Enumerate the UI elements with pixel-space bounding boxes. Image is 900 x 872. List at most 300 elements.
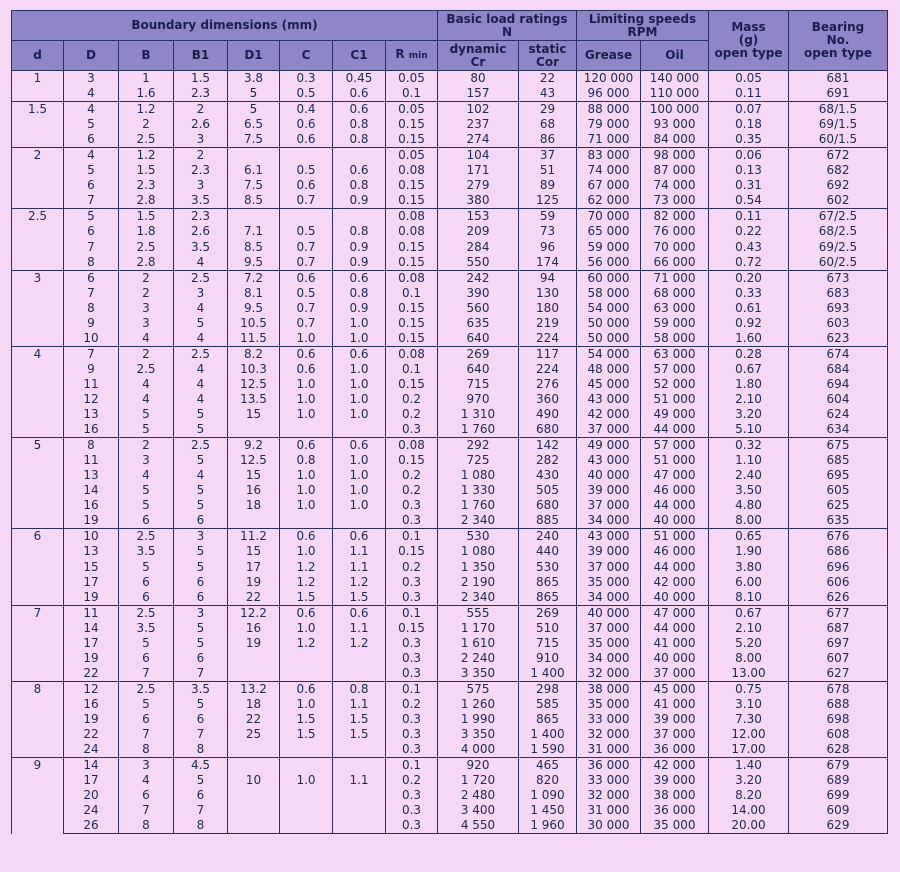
cell-dynamic-cr: 3 400 [438, 803, 519, 818]
cell-dynamic-cr: 4 000 [438, 742, 519, 758]
col-static-header [519, 41, 577, 71]
cell-B1: 4 [174, 301, 228, 316]
cell-mass: 0.43 [709, 240, 789, 255]
cell-C: 0.6 [280, 178, 333, 193]
cell-B1: 3.5 [174, 681, 228, 697]
cell-B: 5 [119, 407, 174, 422]
cell-oil: 63 000 [641, 301, 709, 316]
cell-D1: 9.2 [228, 438, 280, 454]
cell-dynamic-cr: 1 170 [438, 621, 519, 636]
cell-B1: 2.6 [174, 117, 228, 132]
table-row [12, 621, 888, 636]
cell-grease: 34 000 [577, 651, 641, 666]
table-row [12, 773, 888, 788]
cell-r-min: 0.08 [386, 270, 438, 286]
cell-D1: 22 [228, 712, 280, 727]
cell-C: 1.0 [280, 483, 333, 498]
cell-C1: 1.0 [333, 362, 386, 377]
cell-oil: 51 000 [641, 529, 709, 545]
cell-oil: 40 000 [641, 513, 709, 529]
cell-r-min: 0.15 [386, 301, 438, 316]
cell-grease: 42 000 [577, 407, 641, 422]
cell-grease: 37 000 [577, 498, 641, 513]
cell-C1 [333, 758, 386, 774]
cell-oil: 51 000 [641, 453, 709, 468]
cell-oil: 68 000 [641, 286, 709, 301]
cell-D: 5 [64, 163, 119, 178]
cell-bearing-no: 692 [789, 178, 888, 193]
cell-bearing-no: 68/1.5 [789, 102, 888, 118]
cell-bearing-no: 696 [789, 560, 888, 575]
cell-D1: 15 [228, 468, 280, 483]
cell-mass: 0.65 [709, 529, 789, 545]
cell-r-min: 0.08 [386, 224, 438, 239]
cell-oil: 57 000 [641, 438, 709, 454]
cell-r-min: 0.15 [386, 621, 438, 636]
cell-oil: 44 000 [641, 498, 709, 513]
cell-dynamic-cr: 970 [438, 392, 519, 407]
cell-static-cor: 43 [519, 86, 577, 102]
cell-B1: 2.5 [174, 438, 228, 454]
cell-r-min: 0.3 [386, 651, 438, 666]
table-row [12, 392, 888, 407]
cell-B: 1.5 [119, 209, 174, 225]
cell-C1: 0.45 [333, 71, 386, 87]
cell-oil: 73 000 [641, 193, 709, 209]
cell-C: 1.2 [280, 575, 333, 590]
cell-grease: 37 000 [577, 560, 641, 575]
cell-C1: 0.9 [333, 301, 386, 316]
cell-r-min: 0.05 [386, 148, 438, 164]
cell-grease: 88 000 [577, 102, 641, 118]
cell-d: 5 [12, 438, 64, 529]
cell-C: 1.0 [280, 392, 333, 407]
cell-static-cor: 715 [519, 636, 577, 651]
cell-B: 1.5 [119, 163, 174, 178]
cell-static-cor: 269 [519, 605, 577, 621]
cell-C1: 1.0 [333, 392, 386, 407]
cell-grease: 40 000 [577, 468, 641, 483]
table-row [12, 117, 888, 132]
cell-dynamic-cr: 1 310 [438, 407, 519, 422]
cell-D1: 13.5 [228, 392, 280, 407]
cell-C: 1.0 [280, 331, 333, 347]
cell-grease: 32 000 [577, 788, 641, 803]
cell-D1: 10.3 [228, 362, 280, 377]
cell-D: 19 [64, 513, 119, 529]
cell-C: 1.0 [280, 468, 333, 483]
limiting-speeds-header [577, 11, 709, 41]
cell-oil: 100 000 [641, 102, 709, 118]
cell-B: 2.5 [119, 681, 174, 697]
cell-grease: 30 000 [577, 818, 641, 834]
cell-grease: 35 000 [577, 636, 641, 651]
cell-D: 13 [64, 407, 119, 422]
cell-grease: 96 000 [577, 86, 641, 102]
cell-r-min: 0.15 [386, 117, 438, 132]
cell-bearing-no: 605 [789, 483, 888, 498]
cell-C: 0.7 [280, 240, 333, 255]
cell-D1: 8.1 [228, 286, 280, 301]
cell-r-min: 0.1 [386, 86, 438, 102]
cell-bearing-no: 624 [789, 407, 888, 422]
cell-B1: 2.3 [174, 86, 228, 102]
table-row [12, 529, 888, 545]
cell-D1: 8.5 [228, 240, 280, 255]
cell-D1: 7.2 [228, 270, 280, 286]
cell-B1: 2 [174, 148, 228, 164]
cell-B: 7 [119, 666, 174, 682]
cell-static-cor: 1 090 [519, 788, 577, 803]
cell-static-cor: 440 [519, 544, 577, 559]
cell-C1: 0.6 [333, 438, 386, 454]
cell-r-min: 0.15 [386, 544, 438, 559]
cell-bearing-no: 676 [789, 529, 888, 545]
cell-dynamic-cr: 1 080 [438, 544, 519, 559]
cell-r-min: 0.2 [386, 773, 438, 788]
cell-D: 5 [64, 209, 119, 225]
cell-B1: 2.6 [174, 224, 228, 239]
cell-r-min: 0.3 [386, 422, 438, 438]
cell-C1: 0.9 [333, 193, 386, 209]
cell-D1: 16 [228, 621, 280, 636]
cell-static-cor: 68 [519, 117, 577, 132]
cell-B: 6 [119, 513, 174, 529]
table-row [12, 178, 888, 193]
table-row [12, 666, 888, 682]
cell-d: 2 [12, 148, 64, 209]
cell-grease: 34 000 [577, 590, 641, 606]
cell-B1: 4 [174, 331, 228, 347]
cell-grease: 37 000 [577, 422, 641, 438]
cell-oil: 35 000 [641, 818, 709, 834]
cell-r-min: 0.3 [386, 666, 438, 682]
cell-static-cor: 1 400 [519, 727, 577, 742]
cell-B1: 8 [174, 742, 228, 758]
table-row [12, 468, 888, 483]
cell-D: 20 [64, 788, 119, 803]
cell-r-min: 0.15 [386, 240, 438, 255]
cell-D: 6 [64, 132, 119, 148]
cell-B1: 2.3 [174, 163, 228, 178]
mass-unit: (g) [738, 33, 759, 47]
cell-B: 5 [119, 422, 174, 438]
cell-D1: 11.2 [228, 529, 280, 545]
cell-C [280, 651, 333, 666]
cell-mass: 14.00 [709, 803, 789, 818]
table-row [12, 560, 888, 575]
cell-D: 6 [64, 224, 119, 239]
cell-r-min: 0.3 [386, 590, 438, 606]
cell-D1: 10.5 [228, 316, 280, 331]
cell-mass: 0.05 [709, 71, 789, 87]
cell-D1: 19 [228, 636, 280, 651]
cell-mass: 3.10 [709, 697, 789, 712]
table-row [12, 270, 888, 286]
cell-C1: 1.1 [333, 544, 386, 559]
limiting-speeds-unit: RPM [627, 24, 658, 39]
table-row [12, 163, 888, 178]
col-static-label: static [528, 41, 567, 56]
cell-oil: 46 000 [641, 544, 709, 559]
cell-d: 1.5 [12, 102, 64, 148]
cell-r-min: 0.15 [386, 331, 438, 347]
load-ratings-header [438, 11, 577, 41]
cell-static-cor: 490 [519, 407, 577, 422]
cell-oil: 46 000 [641, 483, 709, 498]
cell-B1: 6 [174, 590, 228, 606]
cell-r-min: 0.15 [386, 132, 438, 148]
cell-oil: 49 000 [641, 407, 709, 422]
cell-dynamic-cr: 292 [438, 438, 519, 454]
table-row [12, 605, 888, 621]
cell-C1: 1.5 [333, 590, 386, 606]
cell-C1: 0.6 [333, 270, 386, 286]
cell-grease: 120 000 [577, 71, 641, 87]
cell-r-min: 0.3 [386, 803, 438, 818]
cell-D1 [228, 422, 280, 438]
cell-B: 8 [119, 742, 174, 758]
cell-oil: 41 000 [641, 697, 709, 712]
cell-bearing-no: 693 [789, 301, 888, 316]
table-row [12, 71, 888, 87]
cell-mass: 6.00 [709, 575, 789, 590]
cell-mass: 8.00 [709, 651, 789, 666]
cell-D1 [228, 818, 280, 834]
cell-oil: 87 000 [641, 163, 709, 178]
cell-C1: 1.5 [333, 727, 386, 742]
cell-oil: 76 000 [641, 224, 709, 239]
cell-D: 4 [64, 86, 119, 102]
cell-dynamic-cr: 157 [438, 86, 519, 102]
cell-oil: 36 000 [641, 742, 709, 758]
cell-C1: 0.8 [333, 178, 386, 193]
cell-D1: 10 [228, 773, 280, 788]
cell-static-cor: 865 [519, 575, 577, 590]
cell-B: 5 [119, 697, 174, 712]
cell-grease: 35 000 [577, 575, 641, 590]
cell-B: 3.5 [119, 544, 174, 559]
cell-grease: 39 000 [577, 483, 641, 498]
cell-grease: 31 000 [577, 742, 641, 758]
cell-C1 [333, 148, 386, 164]
cell-B1: 3 [174, 529, 228, 545]
cell-static-cor: 224 [519, 331, 577, 347]
cell-bearing-no: 685 [789, 453, 888, 468]
table-row [12, 331, 888, 347]
table-row [12, 513, 888, 529]
cell-dynamic-cr: 715 [438, 377, 519, 392]
cell-r-min: 0.3 [386, 575, 438, 590]
cell-oil: 40 000 [641, 590, 709, 606]
cell-D: 17 [64, 636, 119, 651]
cell-B1: 3 [174, 132, 228, 148]
cell-mass: 0.31 [709, 178, 789, 193]
cell-D: 6 [64, 270, 119, 286]
cell-bearing-no: 673 [789, 270, 888, 286]
cell-oil: 93 000 [641, 117, 709, 132]
cell-C1: 0.6 [333, 163, 386, 178]
cell-grease: 32 000 [577, 666, 641, 682]
cell-D: 11 [64, 377, 119, 392]
cell-B1: 5 [174, 621, 228, 636]
cell-D1: 12.2 [228, 605, 280, 621]
cell-r-min: 0.2 [386, 560, 438, 575]
cell-D1: 5 [228, 102, 280, 118]
cell-oil: 74 000 [641, 178, 709, 193]
cell-static-cor: 180 [519, 301, 577, 316]
cell-C [280, 788, 333, 803]
cell-oil: 84 000 [641, 132, 709, 148]
cell-B: 3 [119, 301, 174, 316]
cell-mass: 0.92 [709, 316, 789, 331]
cell-r-min: 0.08 [386, 346, 438, 362]
cell-bearing-no: 681 [789, 71, 888, 87]
cell-r-min: 0.3 [386, 513, 438, 529]
cell-bearing-no: 69/2.5 [789, 240, 888, 255]
cell-dynamic-cr: 2 340 [438, 513, 519, 529]
cell-mass: 0.67 [709, 362, 789, 377]
cell-C: 1.5 [280, 727, 333, 742]
cell-D: 13 [64, 544, 119, 559]
cell-grease: 58 000 [577, 286, 641, 301]
cell-D1: 13.2 [228, 681, 280, 697]
cell-mass: 1.60 [709, 331, 789, 347]
cell-D1: 22 [228, 590, 280, 606]
cell-dynamic-cr: 640 [438, 331, 519, 347]
cell-mass: 13.00 [709, 666, 789, 682]
cell-C: 0.6 [280, 132, 333, 148]
cell-grease: 54 000 [577, 346, 641, 362]
cell-C: 0.6 [280, 270, 333, 286]
cell-C1: 1.0 [333, 483, 386, 498]
cell-D: 6 [64, 178, 119, 193]
cell-D1 [228, 666, 280, 682]
table-row [12, 86, 888, 102]
cell-mass: 8.10 [709, 590, 789, 606]
col-rmin-header [386, 41, 438, 71]
cell-C [280, 209, 333, 225]
cell-D: 5 [64, 117, 119, 132]
cell-mass: 0.33 [709, 286, 789, 301]
bearing-title: Bearing [811, 20, 865, 34]
cell-D1 [228, 651, 280, 666]
cell-static-cor: 51 [519, 163, 577, 178]
cell-mass: 0.35 [709, 132, 789, 148]
cell-D1: 3.8 [228, 71, 280, 87]
cell-B1: 5 [174, 560, 228, 575]
mass-type: open type [714, 46, 783, 60]
cell-C1: 0.6 [333, 346, 386, 362]
cell-static-cor: 865 [519, 712, 577, 727]
cell-grease: 43 000 [577, 453, 641, 468]
cell-D: 15 [64, 560, 119, 575]
cell-B: 2 [119, 286, 174, 301]
cell-C1: 0.8 [333, 224, 386, 239]
cell-D: 13 [64, 468, 119, 483]
cell-mass: 1.40 [709, 758, 789, 774]
table-body [12, 71, 888, 834]
cell-B: 4 [119, 468, 174, 483]
cell-D: 26 [64, 818, 119, 834]
cell-D: 24 [64, 803, 119, 818]
col-C1-header: C1 [333, 41, 386, 71]
table-row [12, 803, 888, 818]
cell-C: 0.5 [280, 286, 333, 301]
cell-dynamic-cr: 4 550 [438, 818, 519, 834]
table-row [12, 240, 888, 255]
cell-mass: 0.32 [709, 438, 789, 454]
cell-C: 0.6 [280, 362, 333, 377]
cell-B: 2.5 [119, 240, 174, 255]
cell-dynamic-cr: 284 [438, 240, 519, 255]
cell-r-min: 0.1 [386, 286, 438, 301]
cell-B1: 2.5 [174, 270, 228, 286]
cell-C1: 1.0 [333, 407, 386, 422]
cell-static-cor: 430 [519, 468, 577, 483]
cell-bearing-no: 686 [789, 544, 888, 559]
cell-r-min: 0.15 [386, 193, 438, 209]
cell-D: 12 [64, 681, 119, 697]
cell-bearing-no: 609 [789, 803, 888, 818]
cell-dynamic-cr: 390 [438, 286, 519, 301]
cell-C1: 1.0 [333, 498, 386, 513]
cell-D: 7 [64, 240, 119, 255]
cell-C [280, 513, 333, 529]
cell-B1: 5 [174, 453, 228, 468]
col-static-symbol: Cor [536, 54, 559, 69]
cell-D: 7 [64, 193, 119, 209]
cell-bearing-no: 628 [789, 742, 888, 758]
cell-bearing-no: 634 [789, 422, 888, 438]
cell-B: 2.5 [119, 132, 174, 148]
cell-B: 2.8 [119, 193, 174, 209]
cell-r-min: 0.1 [386, 758, 438, 774]
cell-B1: 6 [174, 513, 228, 529]
cell-bearing-no: 699 [789, 788, 888, 803]
cell-oil: 44 000 [641, 422, 709, 438]
cell-C1 [333, 788, 386, 803]
cell-C1: 1.0 [333, 316, 386, 331]
cell-D1: 9.5 [228, 255, 280, 271]
cell-B: 3 [119, 758, 174, 774]
cell-r-min: 0.2 [386, 407, 438, 422]
cell-B1: 2.5 [174, 346, 228, 362]
cell-mass: 1.90 [709, 544, 789, 559]
cell-dynamic-cr: 380 [438, 193, 519, 209]
cell-B: 4 [119, 773, 174, 788]
cell-static-cor: 865 [519, 590, 577, 606]
cell-r-min: 0.3 [386, 727, 438, 742]
cell-bearing-no: 684 [789, 362, 888, 377]
col-dynamic-label: dynamic [449, 41, 507, 56]
cell-D: 11 [64, 453, 119, 468]
load-ratings-title: Basic load ratings [446, 11, 568, 26]
cell-mass: 17.00 [709, 742, 789, 758]
cell-static-cor: 29 [519, 102, 577, 118]
cell-D: 14 [64, 758, 119, 774]
bearing-no: No. [826, 33, 850, 47]
table-row [12, 346, 888, 362]
cell-B1: 3 [174, 286, 228, 301]
cell-dynamic-cr: 1 760 [438, 498, 519, 513]
cell-grease: 36 000 [577, 758, 641, 774]
cell-C: 1.0 [280, 773, 333, 788]
cell-r-min: 0.15 [386, 316, 438, 331]
cell-static-cor: 1 450 [519, 803, 577, 818]
cell-bearing-no: 683 [789, 286, 888, 301]
cell-D1: 25 [228, 727, 280, 742]
